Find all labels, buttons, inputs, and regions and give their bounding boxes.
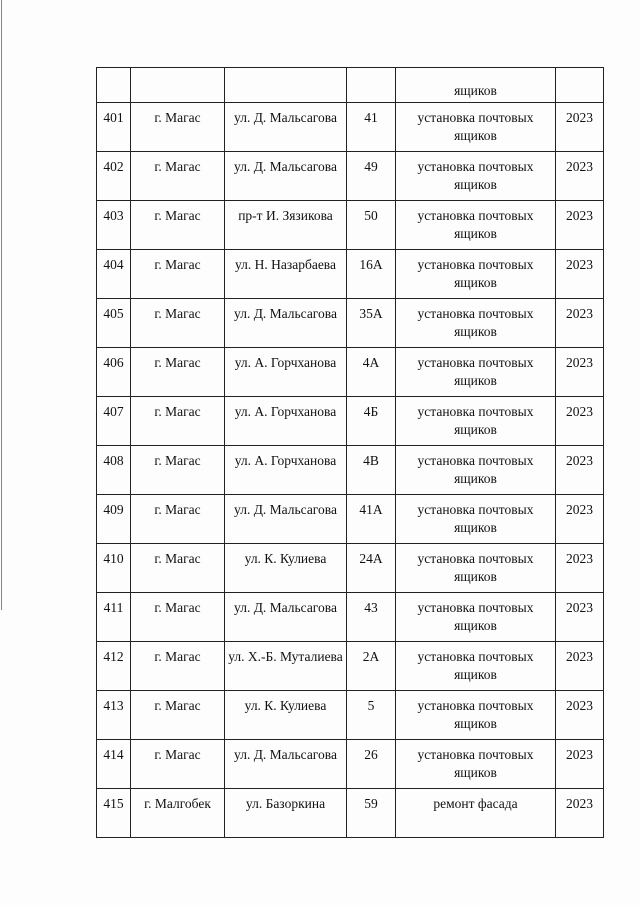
continuation-row [97, 68, 604, 103]
cell-city: г. Магас [131, 397, 225, 446]
cell-house: 4В [347, 446, 396, 495]
cell-house: 5 [347, 691, 396, 740]
cell-street: ул. Д. Мальсагова [225, 103, 347, 152]
cell-street: ул. Н. Назарбаева [225, 250, 347, 299]
cell-city: г. Магас [131, 544, 225, 593]
cell-work-type: установка почтовых ящиков [396, 348, 556, 397]
cell-city: г. Магас [131, 740, 225, 789]
cell-year: 2023 [556, 642, 604, 691]
cell-number: 407 [97, 397, 131, 446]
cell-street: ул. Д. Мальсагова [225, 740, 347, 789]
cell-house: 4А [347, 348, 396, 397]
cell-year: 2023 [556, 103, 604, 152]
cell-year: 2023 [556, 593, 604, 642]
cell-work-type: установка почтовых ящиков [396, 740, 556, 789]
cell-city: г. Магас [131, 495, 225, 544]
cell-street [225, 68, 347, 103]
table-row [97, 446, 604, 495]
cell-city: г. Магас [131, 201, 225, 250]
cell-number: 411 [97, 593, 131, 642]
cell-year: 2023 [556, 789, 604, 838]
table-row [97, 789, 604, 838]
cell-number: 405 [97, 299, 131, 348]
cell-work-type: установка почтовых ящиков [396, 544, 556, 593]
table-row [97, 642, 604, 691]
cell-number: 415 [97, 789, 131, 838]
cell-street: ул. Х.-Б. Муталиева [225, 642, 347, 691]
table-row [97, 397, 604, 446]
cell-number: 414 [97, 740, 131, 789]
cell-work-type: ремонт фасада [396, 789, 556, 838]
table-row [97, 250, 604, 299]
table-row [97, 103, 604, 152]
cell-house: 49 [347, 152, 396, 201]
cell-year [556, 68, 604, 103]
cell-street: ул. Д. Мальсагова [225, 593, 347, 642]
table-row [97, 691, 604, 740]
cell-city: г. Магас [131, 250, 225, 299]
cell-work-type: установка почтовых ящиков [396, 593, 556, 642]
cell-work-type: установка почтовых ящиков [396, 103, 556, 152]
cell-street: ул. А. Горчханова [225, 397, 347, 446]
cell-house: 43 [347, 593, 396, 642]
cell-number: 413 [97, 691, 131, 740]
table-row [97, 740, 604, 789]
cell-street: ул. А. Горчханова [225, 348, 347, 397]
cell-street: ул. Базоркина [225, 789, 347, 838]
cell-street: ул. К. Кулиева [225, 544, 347, 593]
cell-work-type: установка почтовых ящиков [396, 691, 556, 740]
cell-house [347, 68, 396, 103]
cell-house: 35А [347, 299, 396, 348]
cell-year: 2023 [556, 446, 604, 495]
cell-city: г. Магас [131, 299, 225, 348]
cell-year: 2023 [556, 495, 604, 544]
cell-work-type: установка почтовых ящиков [396, 250, 556, 299]
cell-house: 50 [347, 201, 396, 250]
table-row [97, 495, 604, 544]
cell-street: пр-т И. Зязикова [225, 201, 347, 250]
cell-work-type: установка почтовых ящиков [396, 299, 556, 348]
cell-house: 41 [347, 103, 396, 152]
cell-street: ул. Д. Мальсагова [225, 152, 347, 201]
cell-work-type: ящиков [396, 68, 556, 103]
cell-year: 2023 [556, 201, 604, 250]
cell-year: 2023 [556, 152, 604, 201]
cell-street: ул. К. Кулиева [225, 691, 347, 740]
cell-house: 59 [347, 789, 396, 838]
cell-year: 2023 [556, 740, 604, 789]
cell-number: 402 [97, 152, 131, 201]
cell-work-type: установка почтовых ящиков [396, 397, 556, 446]
cell-year: 2023 [556, 250, 604, 299]
cell-house: 24А [347, 544, 396, 593]
cell-work-type: установка почтовых ящиков [396, 201, 556, 250]
cell-number: 403 [97, 201, 131, 250]
cell-house: 26 [347, 740, 396, 789]
cell-city: г. Магас [131, 642, 225, 691]
cell-city: г. Магас [131, 446, 225, 495]
cell-number: 410 [97, 544, 131, 593]
cell-work-type: установка почтовых ящиков [396, 642, 556, 691]
scan-edge-line [1, 0, 2, 610]
cell-city [131, 68, 225, 103]
cell-number: 404 [97, 250, 131, 299]
table-row [97, 593, 604, 642]
cell-house: 41А [347, 495, 396, 544]
cell-house: 4Б [347, 397, 396, 446]
cell-house: 16А [347, 250, 396, 299]
cell-city: г. Магас [131, 348, 225, 397]
cell-year: 2023 [556, 544, 604, 593]
cell-work-type: установка почтовых ящиков [396, 495, 556, 544]
cell-work-type: установка почтовых ящиков [396, 446, 556, 495]
table-row [97, 544, 604, 593]
cell-city: г. Магас [131, 152, 225, 201]
table-body [97, 68, 604, 838]
cell-number: 406 [97, 348, 131, 397]
cell-house: 2А [347, 642, 396, 691]
cell-number: 401 [97, 103, 131, 152]
table-row [97, 299, 604, 348]
cell-number [97, 68, 131, 103]
cell-street: ул. Д. Мальсагова [225, 299, 347, 348]
cell-work-type: установка почтовых ящиков [396, 152, 556, 201]
cell-year: 2023 [556, 299, 604, 348]
cell-city: г. Малгобек [131, 789, 225, 838]
cell-year: 2023 [556, 691, 604, 740]
cell-city: г. Магас [131, 691, 225, 740]
table-row [97, 348, 604, 397]
cell-number: 408 [97, 446, 131, 495]
cell-year: 2023 [556, 348, 604, 397]
cell-number: 412 [97, 642, 131, 691]
cell-city: г. Магас [131, 593, 225, 642]
cell-city: г. Магас [131, 103, 225, 152]
cell-number: 409 [97, 495, 131, 544]
cell-street: ул. Д. Мальсагова [225, 495, 347, 544]
cell-year: 2023 [556, 397, 604, 446]
address-table [96, 67, 604, 838]
table-row [97, 152, 604, 201]
cell-street: ул. А. Горчханова [225, 446, 347, 495]
table-row [97, 201, 604, 250]
